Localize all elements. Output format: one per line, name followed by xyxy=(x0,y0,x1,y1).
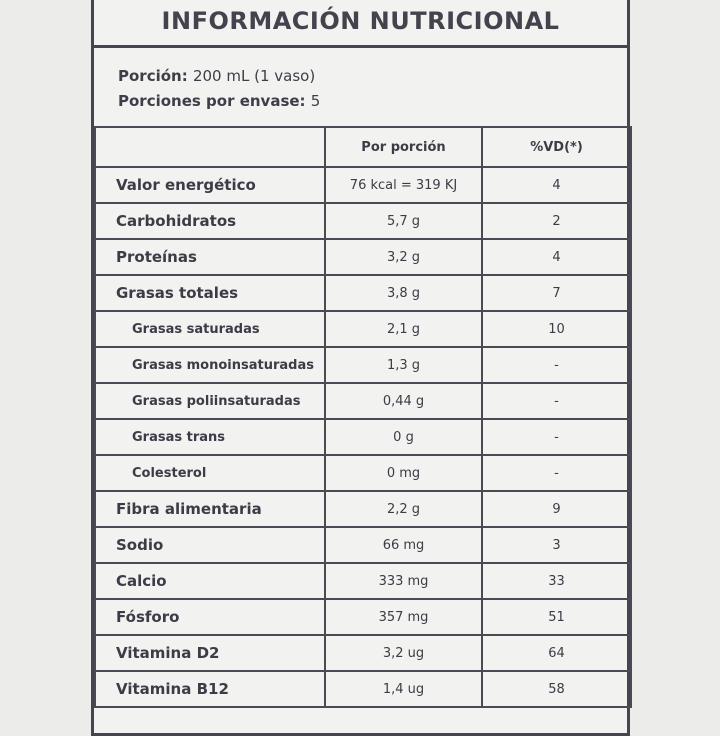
table-row xyxy=(95,275,631,311)
header-per-portion: Por porción xyxy=(325,127,482,167)
nutrient-amount: 1,4 ug xyxy=(325,671,482,707)
label-title: INFORMACIÓN NUTRICIONAL xyxy=(161,7,560,35)
table-row xyxy=(95,347,631,383)
nutrient-name: Valor energético xyxy=(95,167,325,203)
nutrient-name: Colesterol xyxy=(95,455,325,491)
table-header-row xyxy=(95,127,631,167)
nutrient-amount: 66 mg xyxy=(325,527,482,563)
nutrient-amount: 3,2 g xyxy=(325,239,482,275)
nutrient-daily-value: 4 xyxy=(482,167,631,203)
table-row xyxy=(95,167,631,203)
nutrient-daily-value: - xyxy=(482,455,631,491)
title-divider xyxy=(94,45,627,48)
nutrient-amount: 333 mg xyxy=(325,563,482,599)
nutrient-name: Vitamina B12 xyxy=(95,671,325,707)
table-row xyxy=(95,383,631,419)
nutrient-daily-value: 3 xyxy=(482,527,631,563)
header-daily-value: %VD(*) xyxy=(482,127,631,167)
table-row xyxy=(95,455,631,491)
nutrient-daily-value: - xyxy=(482,347,631,383)
nutrient-name: Vitamina D2 xyxy=(95,635,325,671)
nutrient-name: Fibra alimentaria xyxy=(95,491,325,527)
nutrient-amount: 2,1 g xyxy=(325,311,482,347)
nutrient-daily-value: 9 xyxy=(482,491,631,527)
nutrient-daily-value: - xyxy=(482,383,631,419)
nutrient-amount: 3,8 g xyxy=(325,275,482,311)
table-row xyxy=(95,599,631,635)
table-row xyxy=(95,563,631,599)
table-row xyxy=(95,635,631,671)
portions-per-pack-line xyxy=(118,92,320,110)
nutrient-amount: 0,44 g xyxy=(325,383,482,419)
portion-value: 200 mL (1 vaso) xyxy=(192,67,316,85)
nutrient-amount: 357 mg xyxy=(325,599,482,635)
nutrient-name: Grasas trans xyxy=(95,419,325,455)
nutrition-label xyxy=(91,0,630,736)
nutrient-name: Carbohidratos xyxy=(95,203,325,239)
portion-line xyxy=(118,67,315,85)
nutrient-name: Fósforo xyxy=(95,599,325,635)
nutrient-name: Calcio xyxy=(95,563,325,599)
table-row xyxy=(95,491,631,527)
nutrition-table xyxy=(94,126,632,708)
header-nutrient xyxy=(95,127,325,167)
portions-per-pack-label: Porciones por envase: xyxy=(118,92,306,110)
nutrient-name: Grasas monoinsaturadas xyxy=(95,347,325,383)
nutrient-amount: 3,2 ug xyxy=(325,635,482,671)
portions-per-pack-value: 5 xyxy=(310,92,321,110)
nutrient-daily-value: 33 xyxy=(482,563,631,599)
nutrient-daily-value: 51 xyxy=(482,599,631,635)
nutrient-daily-value: 10 xyxy=(482,311,631,347)
nutrient-name: Grasas saturadas xyxy=(95,311,325,347)
table-row xyxy=(95,311,631,347)
nutrient-daily-value: 4 xyxy=(482,239,631,275)
nutrient-name: Grasas totales xyxy=(95,275,325,311)
table-row xyxy=(95,203,631,239)
table-row xyxy=(95,527,631,563)
nutrient-daily-value: 58 xyxy=(482,671,631,707)
nutrient-amount: 5,7 g xyxy=(325,203,482,239)
table-row xyxy=(95,671,631,707)
nutrient-daily-value: 7 xyxy=(482,275,631,311)
nutrient-name: Sodio xyxy=(95,527,325,563)
nutrient-amount: 1,3 g xyxy=(325,347,482,383)
nutrient-name: Grasas poliinsaturadas xyxy=(95,383,325,419)
nutrient-amount: 76 kcal = 319 KJ xyxy=(325,167,482,203)
table-row xyxy=(95,419,631,455)
nutrient-daily-value: 2 xyxy=(482,203,631,239)
nutrient-amount: 0 g xyxy=(325,419,482,455)
nutrient-amount: 2,2 g xyxy=(325,491,482,527)
nutrient-daily-value: 64 xyxy=(482,635,631,671)
table-row xyxy=(95,239,631,275)
nutrient-name: Proteínas xyxy=(95,239,325,275)
portion-label: Porción: xyxy=(118,67,188,85)
nutrient-daily-value: - xyxy=(482,419,631,455)
nutrient-amount: 0 mg xyxy=(325,455,482,491)
